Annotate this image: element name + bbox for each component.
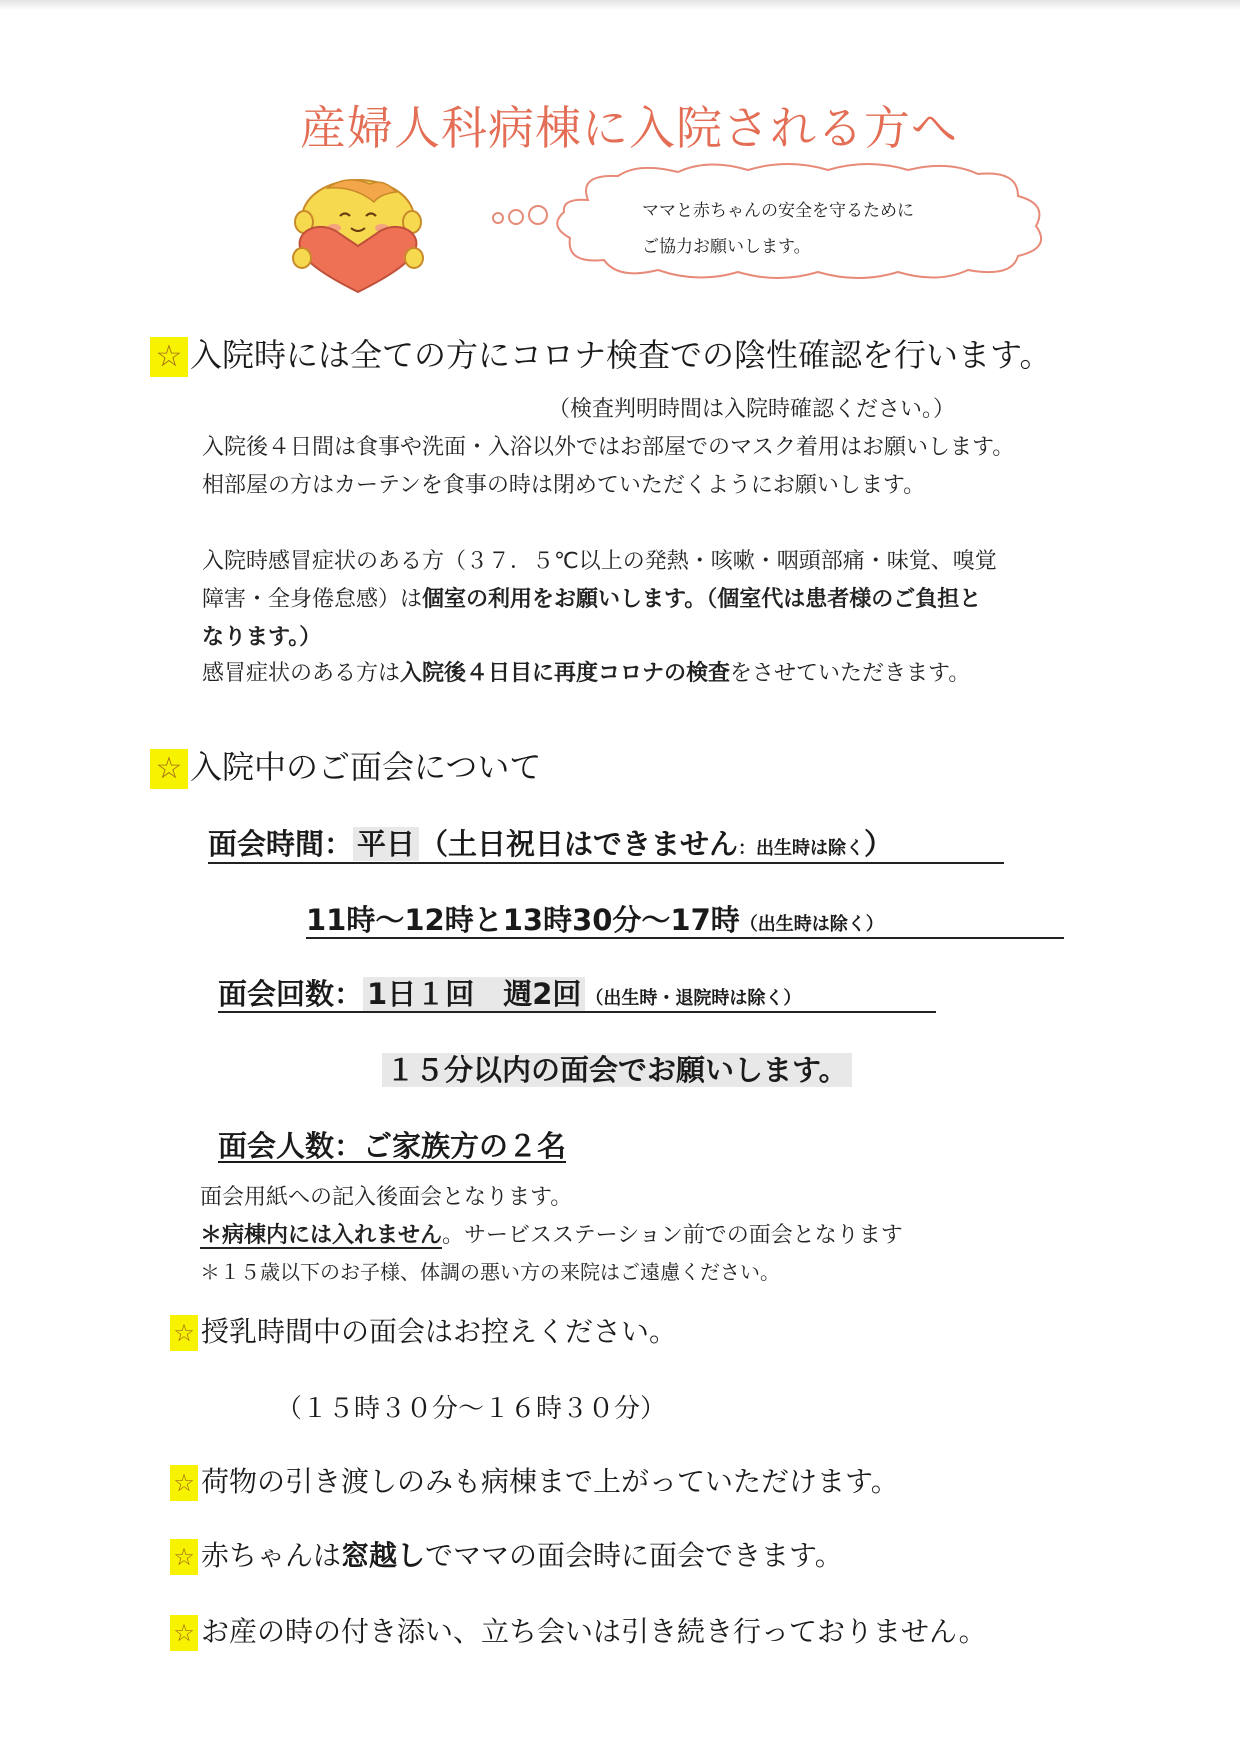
symptom-line-1: 入院時感冒症状のある方（３７．５℃以上の発熱・咳嗽・咽頭部痛・味覚、嗅覚 [202,549,997,574]
visit-count-value: 1日１回 週2回 [363,977,585,1011]
feeding-time: （１５時３０分～１６時３０分） [276,1394,667,1424]
visit-hours-line [306,898,884,939]
visit-duration [382,1048,852,1089]
visit-heading-text: 入院中のご面会について [190,748,542,786]
thought-dot-small [492,212,504,224]
covid-curtain-line: 相部屋の方はカーテンを食事の時は閉めていただくようにお願いします。 [202,473,926,498]
visit-hours-underline [306,937,1064,939]
scan-edge [0,0,1240,10]
star-icon: ☆ [170,1539,198,1575]
visit-children-note: ＊１５歳以下のお子様、体調の悪い方の来院はご遠慮ください。 [200,1260,780,1284]
visit-hours: 11時～12時と13時30分～17時 [306,903,740,937]
visit-count-note: （出生時・退院時は除く） [585,988,802,1009]
visit-time-line [208,822,893,863]
speech-line-2: ご協力お願いします。 [642,237,811,257]
retest-a: 感冒症状のある方は [202,661,401,686]
star-icon: ☆ [150,337,188,377]
visit-time-underline [208,862,1004,864]
covid-heading-text: 入院時には全ての方にコロナ検査での陰性確認を行います。 [190,336,1052,374]
symptom-retest-line [202,656,970,687]
visit-people: 面会人数：ご家族方の２名 [218,1129,567,1163]
symptom-line-3: なります。） [202,625,322,650]
birth-note-text: お産の時の付き添い、立ち会いは引き続き行っておりません。 [201,1615,987,1648]
thought-dot-large [528,205,548,225]
visit-hours-note: （出生時は除く） [739,914,884,935]
visit-time-days: 平日 [353,827,419,861]
covid-mask-line: 入院後４日間は食事や洗面・入浴以外ではお部屋でのマスク着用はお願いします。 [202,435,1015,460]
visit-count-label: 面会回数： [218,977,364,1011]
thought-dot-medium [508,209,524,225]
luggage-note [170,1460,899,1501]
symptom-line-2-a: 障害・全身倦怠感）は [202,587,423,612]
baby-heart-illustration [288,176,438,294]
visit-form-note: 面会用紙への記入後面会となります。 [200,1185,573,1210]
covid-test-note: （検査判明時間は入院時確認ください。） [548,397,956,422]
visit-ward-note [200,1218,903,1249]
star-icon: ☆ [150,749,188,789]
visit-time-paren: （土日祝日はできません [419,827,739,861]
feeding-note-text: 授乳時間中の面会はお控えください。 [201,1315,678,1348]
visit-ward-rest: 。サービスステーション前での面会となります [442,1223,903,1248]
covid-heading [150,330,1051,377]
visit-time-label: 面会時間： [208,827,354,861]
star-icon: ☆ [170,1315,198,1351]
baby-note-b: 窓越し [341,1539,426,1572]
star-icon: ☆ [170,1615,198,1651]
visit-ward-bold: ＊病棟内には入れません [200,1223,443,1248]
visit-heading [150,742,541,789]
baby-window-note [170,1534,843,1575]
visit-count-underline [218,1011,936,1013]
visit-time-paren-close: ） [864,827,894,861]
feeding-note [170,1310,677,1351]
luggage-note-text: 荷物の引き渡しのみも病棟まで上がっていただけます。 [201,1465,899,1498]
visit-time-paren-small: ：出生時は除く [738,838,865,859]
symptom-line-2 [202,582,981,613]
visit-duration-text: １５分以内の面会でお願いします。 [382,1053,852,1087]
speech-cloud [548,160,1058,284]
birth-attendance-note [170,1610,987,1651]
retest-b: 入院後４日目に再度コロナの検査 [400,661,731,686]
speech-line-1: ママと赤ちゃんの安全を守るために [642,201,914,221]
page-title: 産婦人科病棟に入院される方へ [300,101,958,155]
visit-count-line [218,972,801,1013]
symptom-line-2-b: 個室の利用をお願いします。（個室代は患者様のご負担と [422,587,982,612]
baby-note-c: でママの面会時に面会できます。 [425,1539,843,1572]
retest-c: をさせていただきます。 [730,661,971,686]
baby-note-a: 赤ちゃんは [201,1539,342,1572]
star-icon: ☆ [170,1465,198,1501]
